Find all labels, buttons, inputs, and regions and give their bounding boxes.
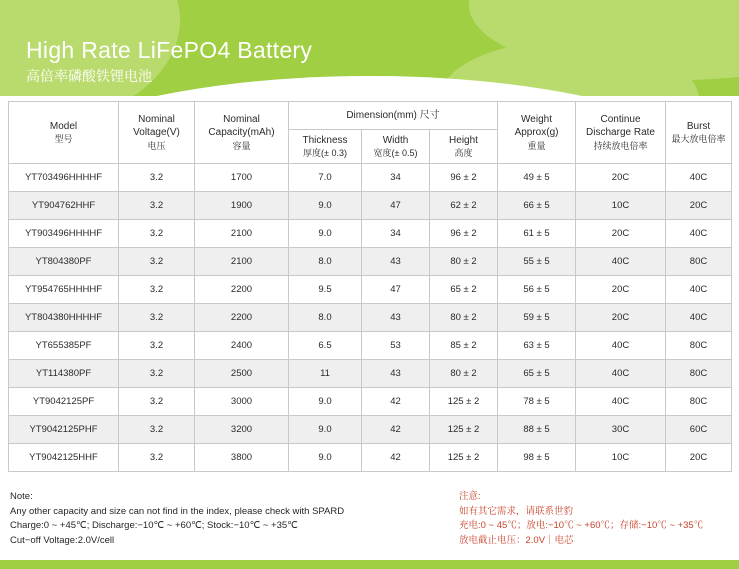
col-header-thickness-cn: 厚度(± 0.3): [303, 148, 347, 159]
cell-height: 80 ± 2: [430, 360, 498, 388]
cell-height: 80 ± 2: [430, 248, 498, 276]
cell-height: 96 ± 2: [430, 220, 498, 248]
cell-weight: 49 ± 5: [498, 164, 576, 192]
cell-model: YT804380HHHHF: [9, 304, 119, 332]
table-row: [9, 248, 732, 276]
cell-voltage: 3.2: [119, 360, 195, 388]
col-header-voltage-cn: 电压: [147, 140, 166, 151]
cell-height: 65 ± 2: [430, 276, 498, 304]
col-header-weight-en: Weight Approx(g): [514, 113, 559, 139]
cell-thickness: 9.5: [289, 276, 362, 304]
note-line-2-en: Charge:0 ~ +45℃; Discharge:−10℃ ~ +60℃; Stock:−10℃ ~ +35℃: [10, 520, 298, 532]
cell-height: 125 ± 2: [430, 444, 498, 472]
table-row: [9, 360, 732, 388]
cell-capacity: 1900: [195, 192, 289, 220]
cell-model: YT904762HHF: [9, 192, 119, 220]
notes-english: [10, 490, 450, 549]
col-header-burst: [666, 102, 732, 164]
col-header-width-cn: 宽度(± 0.5): [373, 148, 418, 159]
cell-capacity: 2400: [195, 332, 289, 360]
note-line-3-cn: 放电截止电压：2.0V｜电芯: [459, 535, 574, 547]
cell-model: YT954765HHHHF: [9, 276, 119, 304]
cell-burst: 40C: [666, 276, 732, 304]
cell-burst: 20C: [666, 444, 732, 472]
cell-width: 42: [362, 444, 430, 472]
cell-weight: 59 ± 5: [498, 304, 576, 332]
note-title-en: Note:: [10, 491, 33, 502]
col-header-weight-cn: 重量: [527, 140, 546, 151]
cell-burst: 80C: [666, 388, 732, 416]
cell-weight: 55 ± 5: [498, 248, 576, 276]
col-header-capacity-cn: 容量: [232, 140, 251, 151]
cell-thickness: 8.0: [289, 248, 362, 276]
notes-chinese: [459, 490, 729, 549]
cell-width: 34: [362, 164, 430, 192]
table-row: [9, 416, 732, 444]
table-header-row-1: [9, 102, 732, 130]
note-line-1-cn: 如有其它需求，请联系世豹: [459, 505, 574, 517]
note-line-1-en: Any other capacity and size can not find in the index, please check with SPARD: [10, 505, 345, 517]
cell-width: 47: [362, 276, 430, 304]
cell-burst: 40C: [666, 164, 732, 192]
table-row: [9, 220, 732, 248]
cell-continue: 40C: [576, 360, 666, 388]
cell-burst: 60C: [666, 416, 732, 444]
col-header-height-en: Height: [449, 134, 478, 146]
cell-width: 43: [362, 248, 430, 276]
cell-thickness: 9.0: [289, 192, 362, 220]
cell-continue: 20C: [576, 304, 666, 332]
cell-height: 96 ± 2: [430, 164, 498, 192]
cell-thickness: 6.5: [289, 332, 362, 360]
cell-continue: 20C: [576, 276, 666, 304]
col-header-continue-en: Continue Discharge Rate: [586, 113, 655, 139]
cell-thickness: 9.0: [289, 220, 362, 248]
cell-model: YT114380PF: [9, 360, 119, 388]
cell-voltage: 3.2: [119, 248, 195, 276]
footer-accent-bar: [0, 560, 739, 569]
cell-burst: 80C: [666, 360, 732, 388]
cell-continue: 10C: [576, 192, 666, 220]
note-line-2-cn: 充电:0 ~ 45℃；放电:−10℃ ~ +60℃；存储:−10℃ ~ +35℃: [459, 520, 704, 532]
col-header-capacity: [195, 102, 289, 164]
col-header-width: [362, 129, 430, 163]
table-row: [9, 164, 732, 192]
table-row: [9, 388, 732, 416]
cell-width: 42: [362, 388, 430, 416]
cell-model: YT655385PF: [9, 332, 119, 360]
page-header: [0, 0, 739, 96]
col-header-model: [9, 102, 119, 164]
cell-thickness: 7.0: [289, 164, 362, 192]
cell-width: 34: [362, 220, 430, 248]
cell-height: 85 ± 2: [430, 332, 498, 360]
cell-continue: 10C: [576, 444, 666, 472]
cell-voltage: 3.2: [119, 332, 195, 360]
cell-voltage: 3.2: [119, 304, 195, 332]
cell-weight: 98 ± 5: [498, 444, 576, 472]
col-header-voltage-en: Nominal Voltage(V): [133, 113, 180, 139]
cell-voltage: 3.2: [119, 416, 195, 444]
col-header-burst-en: Burst: [686, 120, 711, 132]
cell-capacity: 2100: [195, 220, 289, 248]
cell-thickness: 9.0: [289, 388, 362, 416]
table-row: [9, 444, 732, 472]
col-header-height-cn: 高度: [454, 148, 473, 159]
table-head: [9, 102, 732, 164]
col-header-width-en: Width: [382, 134, 409, 146]
cell-width: 53: [362, 332, 430, 360]
col-header-model-en: Model: [49, 120, 78, 132]
cell-model: YT804380PF: [9, 248, 119, 276]
col-header-voltage: [119, 102, 195, 164]
cell-width: 43: [362, 304, 430, 332]
cell-height: 62 ± 2: [430, 192, 498, 220]
cell-model: YT9042125PHF: [9, 416, 119, 444]
cell-continue: 40C: [576, 332, 666, 360]
cell-width: 42: [362, 416, 430, 444]
cell-voltage: 3.2: [119, 192, 195, 220]
cell-weight: 61 ± 5: [498, 220, 576, 248]
cell-height: 125 ± 2: [430, 416, 498, 444]
spec-table-wrapper: [8, 101, 731, 472]
cell-voltage: 3.2: [119, 444, 195, 472]
cell-thickness: 9.0: [289, 444, 362, 472]
cell-weight: 56 ± 5: [498, 276, 576, 304]
cell-model: YT9042125HHF: [9, 444, 119, 472]
cell-thickness: 11: [289, 360, 362, 388]
col-header-thickness: [289, 129, 362, 163]
col-header-dimension: Dimension(mm) 尺寸: [289, 102, 498, 130]
cell-model: YT9042125PF: [9, 388, 119, 416]
cell-height: 80 ± 2: [430, 304, 498, 332]
cell-burst: 20C: [666, 192, 732, 220]
cell-continue: 20C: [576, 164, 666, 192]
cell-burst: 40C: [666, 304, 732, 332]
cell-burst: 80C: [666, 332, 732, 360]
col-header-height: [430, 129, 498, 163]
cell-continue: 40C: [576, 388, 666, 416]
cell-capacity: 2200: [195, 276, 289, 304]
cell-thickness: 8.0: [289, 304, 362, 332]
cell-model: YT703496HHHHF: [9, 164, 119, 192]
cell-capacity: 1700: [195, 164, 289, 192]
cell-weight: 88 ± 5: [498, 416, 576, 444]
table-row: [9, 304, 732, 332]
cell-capacity: 3800: [195, 444, 289, 472]
col-header-weight: [498, 102, 576, 164]
page-title-en: High Rate LiFePO4 Battery: [26, 37, 313, 63]
cell-height: 125 ± 2: [430, 388, 498, 416]
header-text-group: [26, 38, 312, 85]
col-header-thickness-en: Thickness: [302, 134, 348, 146]
col-header-continue-discharge: [576, 102, 666, 164]
table-body: [9, 164, 732, 472]
col-header-burst-cn: 最大放电倍率: [671, 134, 726, 145]
col-header-model-cn: 型号: [54, 134, 73, 145]
cell-capacity: 3200: [195, 416, 289, 444]
cell-continue: 40C: [576, 248, 666, 276]
table-row: [9, 192, 732, 220]
cell-continue: 30C: [576, 416, 666, 444]
cell-weight: 65 ± 5: [498, 360, 576, 388]
note-title-cn: 注意:: [459, 491, 481, 502]
cell-weight: 66 ± 5: [498, 192, 576, 220]
battery-spec-table: [8, 101, 732, 472]
col-header-continue-cn: 持续放电倍率: [593, 140, 648, 151]
cell-thickness: 9.0: [289, 416, 362, 444]
col-header-capacity-en: Nominal Capacity(mAh): [208, 113, 275, 139]
cell-voltage: 3.2: [119, 164, 195, 192]
table-row: [9, 332, 732, 360]
notes-section: [10, 490, 729, 549]
cell-width: 47: [362, 192, 430, 220]
cell-capacity: 2500: [195, 360, 289, 388]
page-title-cn: 高倍率磷酸铁锂电池: [26, 68, 152, 85]
cell-burst: 80C: [666, 248, 732, 276]
cell-capacity: 2100: [195, 248, 289, 276]
cell-voltage: 3.2: [119, 220, 195, 248]
note-line-3-en: Cut−off Voltage:2.0V/cell: [10, 535, 115, 547]
cell-voltage: 3.2: [119, 276, 195, 304]
cell-weight: 63 ± 5: [498, 332, 576, 360]
table-row: [9, 276, 732, 304]
cell-weight: 78 ± 5: [498, 388, 576, 416]
cell-capacity: 3000: [195, 388, 289, 416]
cell-model: YT903496HHHHF: [9, 220, 119, 248]
cell-burst: 40C: [666, 220, 732, 248]
cell-voltage: 3.2: [119, 388, 195, 416]
cell-capacity: 2200: [195, 304, 289, 332]
cell-width: 43: [362, 360, 430, 388]
cell-continue: 20C: [576, 220, 666, 248]
